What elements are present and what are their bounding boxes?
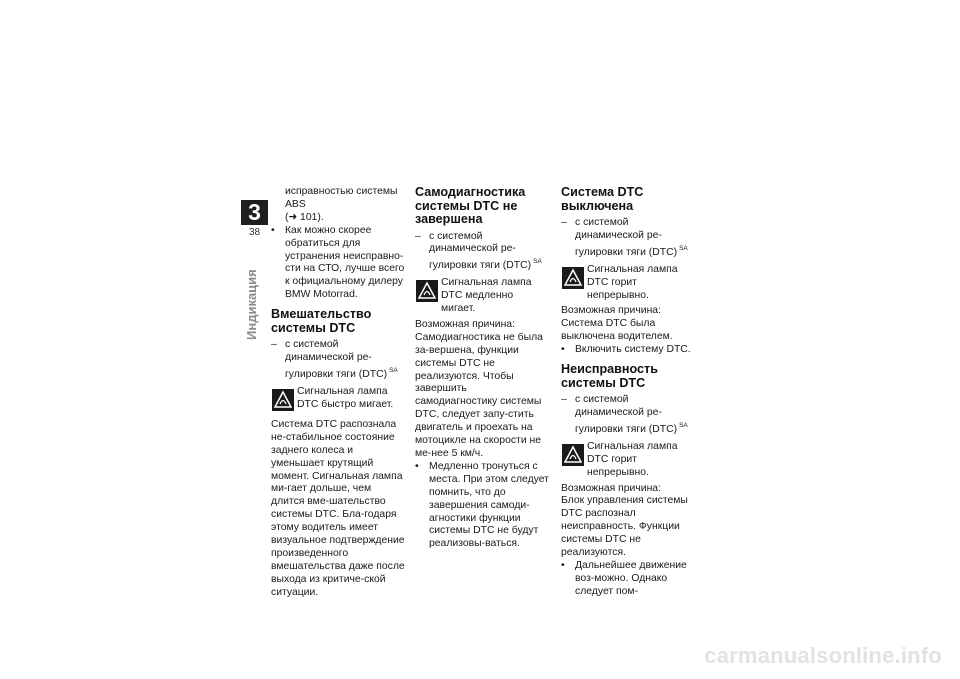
lamp-text: Сигнальная лампа DTC горит непрерывно. [587, 263, 678, 301]
dash-text: с системой динамической ре-гулировки тяги (DTC) [575, 217, 678, 258]
section-heading: Неисправность системы DTC [561, 362, 658, 390]
dash-text: с системой динамической ре-гулировки тяги (DTC) [575, 394, 678, 435]
sa-marker: SA [389, 366, 398, 374]
warning-lamp-icon [562, 267, 584, 289]
chapter-tab [241, 200, 268, 238]
sa-marker: SA [533, 258, 542, 266]
lamp-text: Сигнальная лампа DTC горит непрерывно. [587, 440, 678, 478]
bullet-item [415, 461, 549, 551]
body-text: Блок управления системы DTC распознал неисправность. Функции системы DTC не реализуются. [561, 495, 688, 559]
sa-marker: SA [679, 244, 688, 252]
dash-item [561, 217, 695, 260]
section-heading: Вмешательство системы DTC [271, 307, 372, 335]
cause-label: Возможная причина: [561, 482, 661, 494]
dash-item [415, 231, 549, 274]
cause-label: Возможная причина: [561, 305, 661, 317]
dash-text: с системой динамической ре-гулировки тяги (DTC) [429, 230, 532, 272]
dash-mark: – [271, 339, 277, 351]
bullet-mark: • [561, 344, 565, 356]
lamp-text: Сигнальная лампа DTC медленно мигает. [441, 277, 532, 315]
column-2 [415, 186, 549, 551]
bullet-mark: • [415, 460, 419, 472]
bullet-mark: • [561, 559, 565, 571]
dash-item [561, 394, 695, 437]
warning-lamp-icon [272, 389, 294, 411]
section-heading: Система DTC выключена [561, 185, 644, 213]
chapter-number: 3 [241, 200, 268, 225]
page-reference: (➜ 101). [285, 211, 324, 223]
bullet-item [561, 344, 695, 357]
dash-text: с системой динамической ре-гулировки тяги (DTC) [285, 339, 388, 380]
sa-marker: SA [679, 421, 688, 429]
warning-lamp-icon [562, 444, 584, 466]
warning-lamp-note [415, 277, 549, 316]
cause-label: Возможная причина: [415, 318, 515, 330]
warning-lamp-note [561, 264, 695, 303]
bullet-text: Как можно скорее обратиться для устранения неисправно-сти на СТО, лучше всего к официальному дилеру BMW Motorrad. [285, 224, 405, 301]
bullet-item [271, 225, 405, 302]
dash-item [271, 339, 405, 382]
intro-text: исправностью системы ABS [285, 186, 398, 210]
column-1 [271, 186, 405, 600]
section-title: Индикация [244, 269, 259, 340]
dash-mark: – [415, 230, 421, 242]
page-number: 38 [248, 227, 261, 238]
bullet-text: Включить систему DTC. [575, 344, 691, 356]
lamp-text: Сигнальная лампа DTC быстро мигает. [297, 385, 394, 410]
bullet-text: Дальнейшее движение воз-можно. Однако следует пом- [575, 559, 687, 597]
watermark: carmanualsonline.info [704, 643, 942, 668]
bullet-item [561, 560, 695, 599]
warning-lamp-note [561, 441, 695, 480]
body-text: Самодиагностика не была за-вершена, функции системы DTC не реализуются. Чтобы завершить самодиагностику системы DTC, следует запу-стить двигатель и проехать на мотоцикле на скорости не ме-нее 5 км/ч. [415, 331, 543, 459]
column-3 [561, 186, 695, 599]
section-heading: Самодиагностика системы DTC не завершена [415, 185, 526, 226]
body-text: Система DTC распознала не-стабильное состояние заднего колеса и уменьшает крутящий момент. Сигнальная лампа ми-гает дольше, чем длится вме-шательство системы DTC. Бла-годаря этому водитель имеет визуальное подтверждение произведенного вмешательства даже после выхода из критиче-ской ситуации. [271, 418, 405, 598]
warning-lamp-icon [416, 280, 438, 302]
body-text: Система DTC была выключена водителем. [561, 318, 673, 343]
bullet-text: Медленно тронуться с места. При этом следует помнить, что до завершения самоди-агностики функции системы DTC не будут реализовы-ваться. [429, 460, 549, 550]
bullet-mark: • [271, 224, 275, 236]
dash-mark: – [561, 394, 567, 406]
warning-lamp-note [271, 386, 405, 416]
dash-mark: – [561, 217, 567, 228]
